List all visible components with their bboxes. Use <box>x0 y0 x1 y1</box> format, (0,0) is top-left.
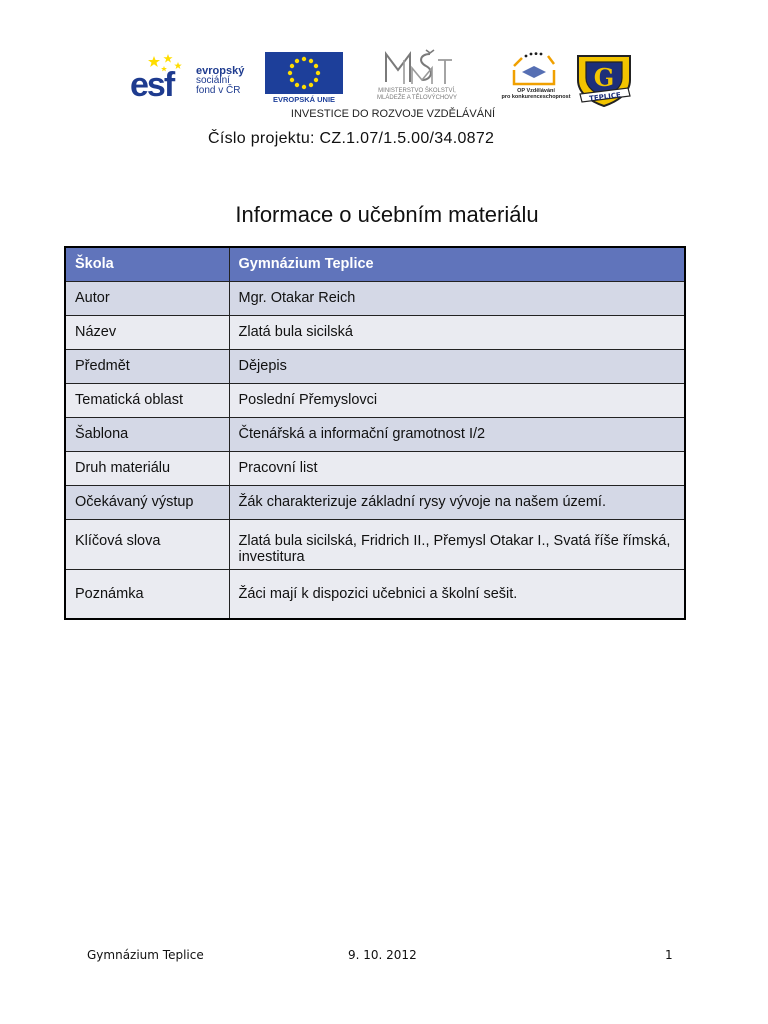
eu-caption: EVROPSKÁ UNIE <box>272 95 336 104</box>
table-row <box>65 485 685 519</box>
row-label: Šablona <box>65 417 229 451</box>
op-caption-line1: OP Vzdělávání <box>517 88 555 94</box>
table-row <box>65 417 685 451</box>
esf-caption-line2: sociální <box>196 75 230 86</box>
op-caption-line2: pro konkurenceschopnost <box>501 94 571 100</box>
table-row <box>65 315 685 349</box>
footer-page-number: 1 <box>665 948 673 962</box>
esf-letters: esf <box>130 66 174 104</box>
footer-school: Gymnázium Teplice <box>87 948 204 962</box>
msmt-caption-line1: MINISTERSTVO ŠKOLSTVÍ, <box>378 88 456 94</box>
row-label: Poznámka <box>65 569 229 619</box>
header-label: Škola <box>65 247 229 281</box>
row-value: Zlatá bula sicilská, Fridrich II., Přemysl Otakar I., Svatá říše římská, investitura <box>229 519 685 569</box>
esf-caption-line1: evropský <box>196 65 245 77</box>
msmt-caption <box>352 88 482 102</box>
op-caption <box>498 88 574 100</box>
page-title: Informace o učebním materiálu <box>235 202 539 227</box>
info-table <box>64 246 686 620</box>
table-header-row <box>65 247 685 281</box>
table-row <box>65 349 685 383</box>
row-label: Druh materiálu <box>65 451 229 485</box>
table-row <box>65 569 685 619</box>
row-value: Poslední Přemyslovci <box>229 383 685 417</box>
row-value: Žáci mají k dispozici učebnici a školní sešit. <box>229 569 685 619</box>
row-label: Název <box>65 315 229 349</box>
footer-date: 9. 10. 2012 <box>348 948 417 962</box>
row-value: Pracovní list <box>229 451 685 485</box>
gymnazium-crest-logo <box>572 50 636 108</box>
table-row <box>65 451 685 485</box>
row-label: Očekávaný výstup <box>65 485 229 519</box>
esf-logo <box>130 52 258 104</box>
msmt-logo <box>352 48 482 104</box>
row-label: Tematická oblast <box>65 383 229 417</box>
eu-flag-icon <box>265 52 343 94</box>
row-value: Mgr. Otakar Reich <box>229 281 685 315</box>
row-label: Autor <box>65 281 229 315</box>
investice-slogan: INVESTICE DO ROZVOJE VZDĚLÁVÁNÍ <box>290 108 496 120</box>
row-value: Zlatá bula sicilská <box>229 315 685 349</box>
crest-text: TEPLICE <box>588 91 622 103</box>
header-value: Gymnázium Teplice <box>229 247 685 281</box>
esf-caption-line3: fond v ČR <box>196 85 241 96</box>
table-row <box>65 281 685 315</box>
row-value: Žák charakterizuje základní rysy vývoje na našem území. <box>229 485 685 519</box>
op-logo <box>498 52 574 104</box>
eu-logo <box>265 52 343 104</box>
row-value: Čtenářská a informační gramotnost I/2 <box>229 417 685 451</box>
table-row <box>65 519 685 569</box>
logo-banner <box>120 44 648 160</box>
table-row <box>65 383 685 417</box>
row-value: Dějepis <box>229 349 685 383</box>
esf-caption <box>196 66 244 96</box>
project-number: Číslo projektu: CZ.1.07/1.5.00/34.0872 <box>208 130 495 147</box>
row-label: Předmět <box>65 349 229 383</box>
row-label: Klíčová slova <box>65 519 229 569</box>
crest-letter: G <box>593 63 615 92</box>
msmt-mark-icon <box>382 48 454 88</box>
op-mark-icon <box>508 52 560 86</box>
msmt-caption-line2: MLÁDEŽE A TĚLOVÝCHOVY <box>377 95 457 101</box>
